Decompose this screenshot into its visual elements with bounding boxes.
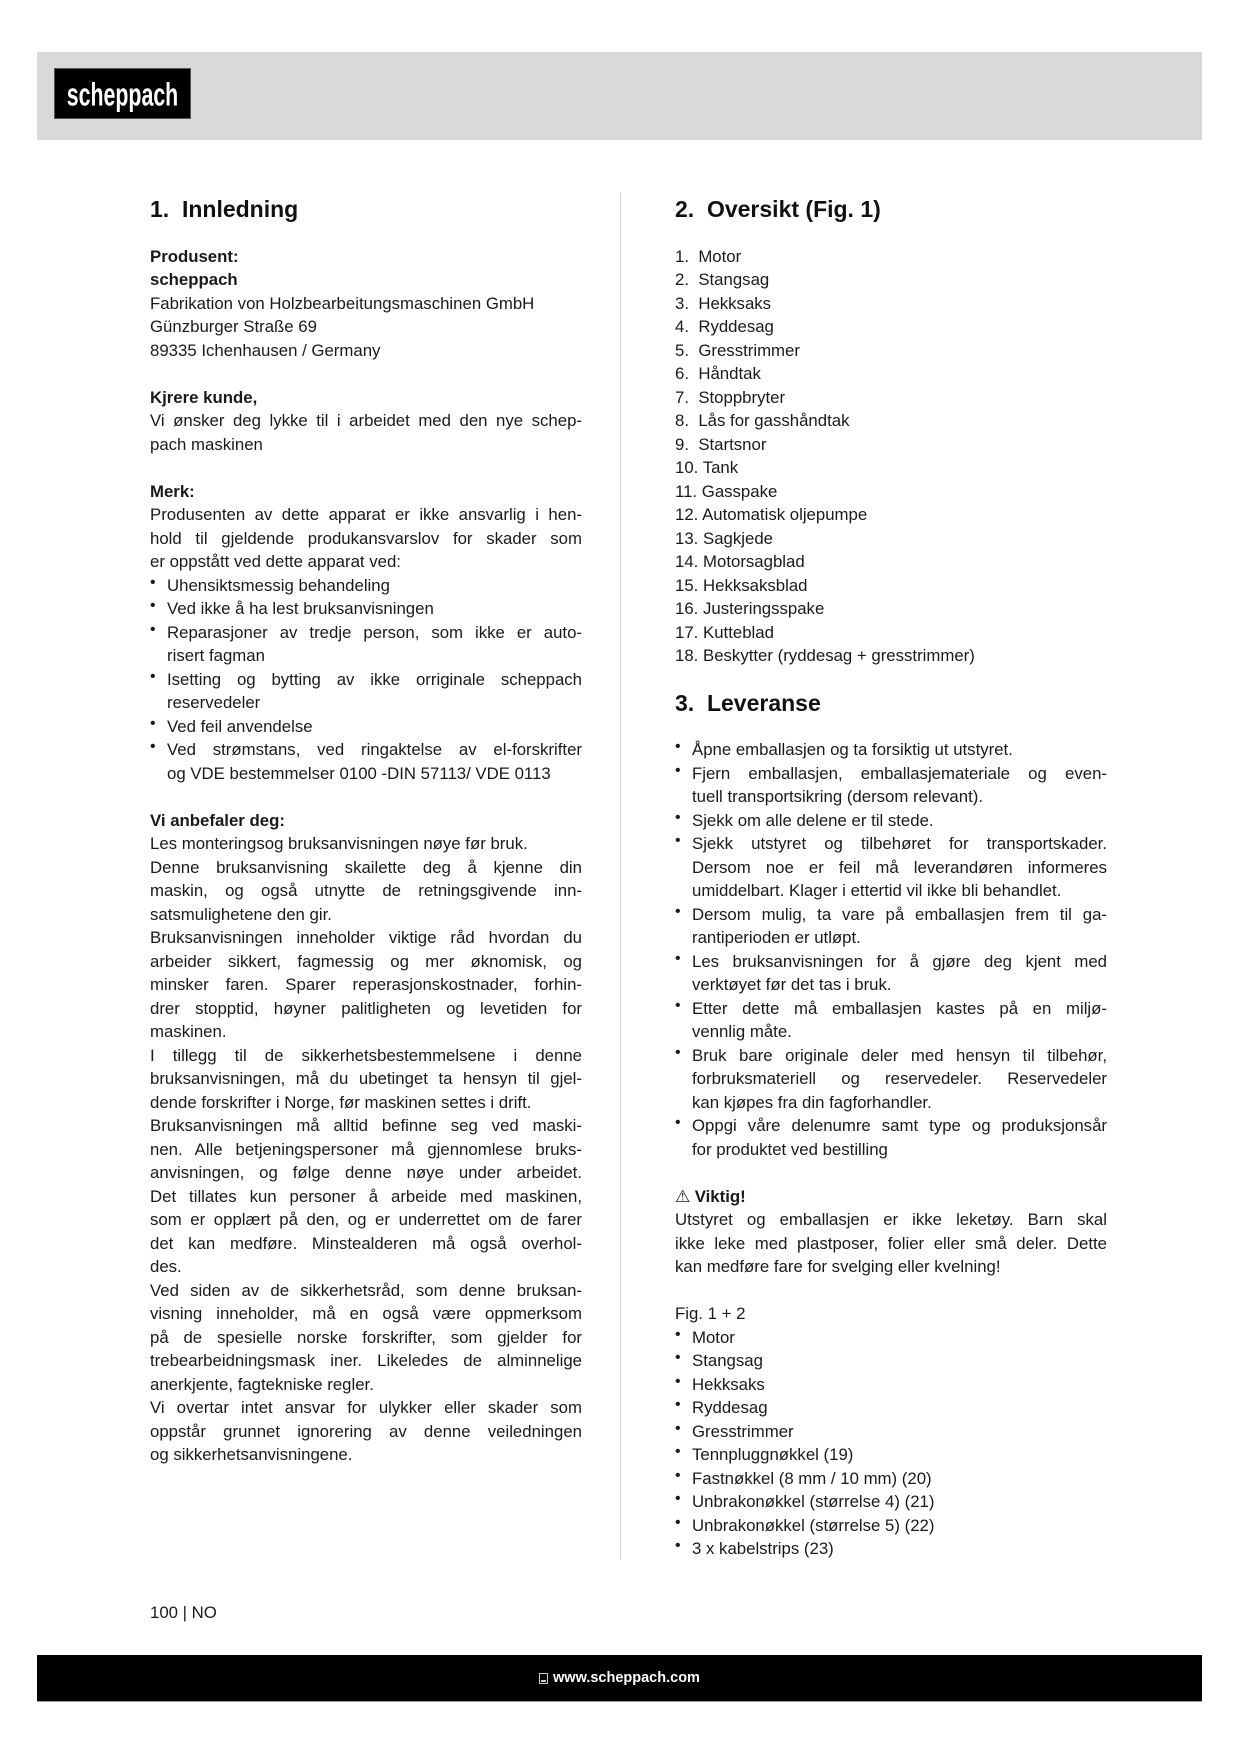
list-item-line: Reparasjoner av tredje person, som ikke er auto- bbox=[167, 622, 582, 642]
list-item-line: Motor bbox=[692, 1327, 735, 1347]
list-item-line: Stangsag bbox=[692, 1351, 763, 1370]
blank-line bbox=[150, 785, 582, 809]
list-item-line: Åpne emballasjen og ta forsiktig ut utstyret. bbox=[692, 740, 1013, 759]
text-line: Les monteringsog bruksanvisningen nøye før bruk. bbox=[150, 834, 528, 853]
bullet-icon: • bbox=[150, 667, 156, 685]
text-line: arbeider sikkert, fagmessig og mer øknomisk, og bbox=[150, 951, 582, 971]
bullet-icon: • bbox=[675, 996, 681, 1014]
list-item bbox=[675, 550, 1107, 574]
list-item-line: Gresstrimmer bbox=[692, 1421, 794, 1441]
scheppach-logo bbox=[54, 68, 191, 119]
list-item bbox=[675, 1396, 1107, 1420]
item-label: Hekksaksblad bbox=[703, 575, 808, 595]
bullet-icon: • bbox=[675, 1114, 681, 1131]
paragraph bbox=[150, 315, 582, 339]
bullet-icon: • bbox=[675, 1349, 681, 1366]
text-line: anerkjente, fagtekniske regler. bbox=[150, 1374, 374, 1394]
item-number: 8. bbox=[675, 411, 689, 430]
list-item bbox=[675, 245, 1107, 269]
bullet-icon: • bbox=[675, 1372, 681, 1390]
list-item-line: Uhensiktsmessig behandeling bbox=[167, 575, 390, 595]
item-label: Hekksaks bbox=[698, 293, 772, 313]
text-line: som er opplært på den, og er underrettet om de farer bbox=[150, 1210, 582, 1229]
section-heading: 1. Innledning bbox=[150, 196, 299, 222]
item-number: 7. bbox=[675, 387, 689, 407]
list-item-line: tuell transportsikring (dersom relevant). bbox=[692, 787, 983, 806]
text-line: Ved siden av de sikkerhetsråd, som denne bruksan- bbox=[150, 1280, 582, 1300]
list-item bbox=[675, 292, 1107, 316]
list-item bbox=[675, 574, 1107, 598]
list-item-line: reservedeler bbox=[167, 693, 261, 712]
list-item-line: Ryddesag bbox=[692, 1398, 768, 1417]
text-line: og sikkerhetsanvisningene. bbox=[150, 1445, 353, 1464]
text-line: oppstår grunnet ignorering av denne veiledningen bbox=[150, 1421, 582, 1441]
item-number: 2. bbox=[675, 270, 689, 289]
paragraph bbox=[150, 1279, 582, 1397]
right-column bbox=[675, 174, 1107, 1561]
text-line: maskinen. bbox=[150, 1022, 227, 1041]
text-line: Produsenten av dette apparat er ikke ansvarlig i hen- bbox=[150, 505, 582, 524]
list-item-line: Sjekk om alle delene er til stede. bbox=[692, 810, 934, 830]
text-line: ikke leke med plastposer, folier eller små deler. Dette bbox=[675, 1233, 1107, 1253]
paragraph bbox=[150, 339, 582, 363]
list-item bbox=[675, 1514, 1107, 1538]
text-line: Fabrikation von Holzbearbeitungsmaschinen GmbH bbox=[150, 293, 535, 313]
item-label: Sagkjede bbox=[703, 528, 773, 548]
text-line: hold til gjeldende produkansvarslov for skader som bbox=[150, 528, 582, 548]
list-item-line: og VDE bestemmelser 0100 -DIN 57113/ VDE 0113 bbox=[167, 763, 551, 783]
paragraph bbox=[150, 409, 582, 456]
item-label: Stoppbryter bbox=[698, 387, 786, 407]
list-item bbox=[675, 362, 1107, 386]
list-item-line: umiddelbart. Klager i ettertid vil ikke bli behandlet. bbox=[692, 881, 1062, 900]
list-item bbox=[675, 456, 1107, 480]
bullet-icon: • bbox=[675, 1490, 681, 1507]
list-item bbox=[675, 738, 1107, 762]
list-item-line: Dersom mulig, ta vare på emballasjen frem til ga- bbox=[692, 904, 1107, 924]
item-label: Lås for gasshåndtak bbox=[698, 411, 850, 430]
list-item bbox=[675, 503, 1107, 527]
paragraph bbox=[150, 832, 582, 856]
item-number: 16. bbox=[675, 599, 699, 618]
paragraph bbox=[150, 1396, 582, 1467]
subheading: Produsent: bbox=[150, 246, 239, 266]
text-line: Vi overtar intet ansvar for ulykker eller skader som bbox=[150, 1398, 582, 1417]
text-line: Fig. 1 + 2 bbox=[675, 1304, 746, 1323]
list-item-line: kan kjøpes fra din fagforhandler. bbox=[692, 1092, 932, 1112]
list-item bbox=[675, 1326, 1107, 1350]
bullet-icon: • bbox=[675, 808, 681, 826]
blank-line bbox=[150, 362, 582, 386]
text-line: drer stopptid, høyner palitligheten og levetiden for bbox=[150, 998, 582, 1018]
item-label: Justeringsspake bbox=[703, 599, 825, 618]
footer-band bbox=[37, 1655, 1202, 1702]
text-line: Bruksanvisningen inneholder viktige råd hvordan du bbox=[150, 928, 582, 947]
list-item-line: Isetting og bytting av ikke orriginale scheppach bbox=[167, 669, 582, 689]
list-item-line: vennlig måte. bbox=[692, 1022, 792, 1041]
bullet-icon: • bbox=[150, 597, 156, 614]
text-line: 89335 Ichenhausen / Germany bbox=[150, 340, 381, 360]
text-line: anvisningen, og følge denne nøye under arbeidet. bbox=[150, 1163, 582, 1182]
item-label: Motor bbox=[698, 246, 742, 266]
column-divider bbox=[620, 192, 621, 1560]
bullet-list bbox=[150, 574, 582, 786]
list-item bbox=[150, 574, 582, 598]
bullet-icon: • bbox=[675, 1466, 681, 1484]
bullet-icon: • bbox=[675, 832, 681, 849]
list-item-line: for produktet ved bestilling bbox=[692, 1139, 888, 1159]
blank-line bbox=[675, 1161, 1107, 1185]
list-item bbox=[675, 644, 1107, 668]
list-item bbox=[675, 597, 1107, 621]
paragraph bbox=[675, 1208, 1107, 1279]
list-item-line: Fastnøkkel (8 mm / 10 mm) (20) bbox=[692, 1468, 932, 1488]
list-item bbox=[675, 832, 1107, 903]
list-item bbox=[675, 268, 1107, 292]
list-item bbox=[150, 668, 582, 715]
list-item bbox=[675, 1349, 1107, 1373]
list-item-line: verktøyet før det tas i bruk. bbox=[692, 975, 892, 994]
text-line: Denne bruksanvisning skailette deg å kjenne din bbox=[150, 857, 582, 877]
text-line: satsmulighetene den gir. bbox=[150, 904, 332, 924]
item-number: 14. bbox=[675, 552, 699, 571]
bullet-icon: • bbox=[675, 738, 681, 755]
item-label: Automatisk oljepumpe bbox=[702, 505, 868, 524]
text-line: Günzburger Straße 69 bbox=[150, 317, 317, 336]
warning-label: Viktig! bbox=[694, 1186, 746, 1206]
bullet-icon: • bbox=[150, 714, 156, 732]
list-item bbox=[675, 903, 1107, 950]
item-number: 12. bbox=[675, 505, 699, 524]
bullet-icon: • bbox=[675, 1537, 681, 1554]
logo-graphic bbox=[55, 69, 190, 118]
item-number: 4. bbox=[675, 317, 689, 336]
item-label: Håndtak bbox=[698, 364, 761, 383]
text-line: trebearbeidningsmask iner. Likeledes de alminnelige bbox=[150, 1351, 582, 1370]
section-heading: 2. Oversikt (Fig. 1) bbox=[675, 196, 881, 222]
list-item-line: Tennpluggnøkkel (19) bbox=[692, 1445, 854, 1464]
bullet-list bbox=[675, 1326, 1107, 1561]
list-item bbox=[675, 1443, 1107, 1467]
text-line: på de spesielle norske forskrifter, som gjelder for bbox=[150, 1327, 582, 1347]
list-item-line: risert fagman bbox=[167, 646, 265, 665]
item-number: 6. bbox=[675, 364, 689, 383]
bullet-icon: • bbox=[675, 1043, 681, 1061]
paragraph bbox=[150, 292, 582, 316]
paragraph bbox=[150, 503, 582, 574]
warning-triangle-icon: ⚠ bbox=[675, 1186, 695, 1206]
page-number: 100 | NO bbox=[150, 1603, 217, 1622]
list-item-line: Ved feil anvendelse bbox=[167, 716, 313, 736]
list-item bbox=[150, 715, 582, 739]
list-item-line: Bruk bare originale deler med hensyn til tilbehør, bbox=[692, 1045, 1107, 1065]
item-number: 18. bbox=[675, 646, 699, 665]
list-item bbox=[675, 339, 1107, 363]
text-line: er oppstått ved dette apparat ved: bbox=[150, 552, 401, 571]
item-label: Ryddesag bbox=[698, 317, 774, 336]
list-item-line: Dersom noe er feil må leverandøren informeres bbox=[692, 857, 1107, 877]
list-item-line: rantiperioden er utløpt. bbox=[692, 928, 861, 947]
bullet-icon: • bbox=[150, 620, 156, 638]
list-item-line: Les bruksanvisningen for å gjøre deg kjent med bbox=[692, 951, 1107, 971]
bullet-icon: • bbox=[150, 738, 156, 755]
paragraph bbox=[150, 1114, 582, 1279]
text-line: pach maskinen bbox=[150, 434, 263, 454]
subheading: scheppach bbox=[150, 270, 238, 289]
list-item bbox=[675, 1044, 1107, 1115]
text-line: I tillegg til de sikkerhetsbestemmelsene i denne bbox=[150, 1045, 582, 1065]
bullet-icon: • bbox=[150, 573, 156, 591]
warning-heading bbox=[675, 1185, 1107, 1209]
list-item bbox=[675, 997, 1107, 1044]
subheading: Merk: bbox=[150, 481, 195, 501]
list-item bbox=[675, 315, 1107, 339]
list-item bbox=[675, 386, 1107, 410]
text-line: Bruksanvisningen må alltid befinne seg ved maski- bbox=[150, 1116, 582, 1135]
list-item bbox=[675, 621, 1107, 645]
subheading: Vi anbefaler deg: bbox=[150, 810, 285, 830]
item-number: 3. bbox=[675, 293, 689, 313]
blank-line bbox=[675, 1279, 1107, 1303]
bullet-list bbox=[675, 738, 1107, 1161]
bullet-icon: • bbox=[675, 902, 681, 920]
item-label: Startsnor bbox=[698, 434, 767, 454]
item-label: Gresstrimmer bbox=[698, 340, 800, 360]
paragraph bbox=[150, 926, 582, 1044]
list-item-line: 3 x kabelstrips (23) bbox=[692, 1539, 834, 1558]
list-item-line: Fjern emballasjen, emballasjemateriale og even- bbox=[692, 763, 1107, 783]
text-line: Utstyret og emballasjen er ikke leketøy. Barn skal bbox=[675, 1210, 1107, 1229]
list-item bbox=[150, 621, 582, 668]
numbered-list bbox=[675, 245, 1107, 668]
list-item bbox=[675, 809, 1107, 833]
list-item bbox=[675, 950, 1107, 997]
list-item-line: Ved strømstans, ved ringaktelse av el-forskrifter bbox=[167, 740, 582, 759]
bullet-icon: • bbox=[675, 761, 681, 779]
list-item-line: Sjekk utstyret og tilbehøret for transportskader. bbox=[692, 834, 1107, 853]
item-label: Stangsag bbox=[698, 270, 770, 289]
text-line: bruksanvisningen, må du ubetinget ta hensyn til gjel- bbox=[150, 1069, 582, 1088]
list-item bbox=[675, 762, 1107, 809]
paragraph bbox=[675, 1302, 1107, 1326]
paragraph bbox=[150, 1044, 582, 1115]
list-item bbox=[675, 1373, 1107, 1397]
text-line: Det tillates kun personer å arbeide med maskinen, bbox=[150, 1186, 582, 1206]
subheading: Kjrere kunde, bbox=[150, 387, 258, 407]
text-line: minsker faren. Sparer reperasjonskostnader, forhin- bbox=[150, 975, 582, 994]
item-label: Kutteblad bbox=[703, 622, 774, 642]
item-number: 13. bbox=[675, 528, 699, 548]
item-number: 5. bbox=[675, 340, 689, 360]
list-item bbox=[675, 480, 1107, 504]
list-item-line: Unbrakonøkkel (størrelse 5) (22) bbox=[692, 1515, 935, 1535]
computer-icon bbox=[539, 1673, 548, 1684]
bullet-icon: • bbox=[675, 1325, 681, 1343]
text-line: nen. Alle betjeningspersoner må gjennomlese bruks- bbox=[150, 1139, 582, 1159]
list-item-line: Oppgi våre delenumre samt type og produksjonsår bbox=[692, 1116, 1107, 1135]
text-line: det kan medføre. Minstealderen må også overhol- bbox=[150, 1233, 582, 1253]
text-line: maskin, og også utnytte de retningsgivende inn- bbox=[150, 881, 582, 900]
item-number: 10. bbox=[675, 458, 699, 477]
text-line: Vi ønsker deg lykke til i arbeidet med den nye schep- bbox=[150, 411, 582, 430]
list-item bbox=[675, 409, 1107, 433]
list-item bbox=[675, 1490, 1107, 1514]
bullet-icon: • bbox=[675, 1513, 681, 1531]
bullet-icon: • bbox=[675, 1443, 681, 1460]
list-item bbox=[675, 1114, 1107, 1161]
list-item-line: forbruksmateriell og reservedeler. Reservedeler bbox=[692, 1069, 1107, 1088]
website-text: www.scheppach.com bbox=[553, 1670, 700, 1686]
text-line: dende forskrifter i Norge, før maskinen settes i drift. bbox=[150, 1092, 532, 1112]
list-item bbox=[150, 738, 582, 785]
paragraph bbox=[150, 856, 582, 927]
item-number: 9. bbox=[675, 434, 689, 454]
list-item bbox=[675, 433, 1107, 457]
text-line: visning inneholder, må en også være oppmerksom bbox=[150, 1304, 582, 1323]
item-number: 1. bbox=[675, 246, 689, 266]
list-item bbox=[150, 597, 582, 621]
header-band bbox=[37, 52, 1202, 140]
bullet-icon: • bbox=[675, 1419, 681, 1437]
text-line: kan medføre fare for svelging eller kvelning! bbox=[675, 1257, 1001, 1276]
item-label: Gasspake bbox=[701, 481, 778, 501]
bullet-icon: • bbox=[675, 1396, 681, 1413]
list-item-line: Etter dette må emballasjen kastes på en miljø- bbox=[692, 998, 1107, 1018]
list-item bbox=[675, 527, 1107, 551]
list-item-line: Unbrakonøkkel (størrelse 4) (21) bbox=[692, 1492, 935, 1511]
text-line: des. bbox=[150, 1257, 182, 1276]
website-link[interactable] bbox=[37, 1655, 1202, 1701]
bullet-icon: • bbox=[675, 949, 681, 967]
left-column bbox=[150, 174, 582, 1467]
section-heading: 3. Leveranse bbox=[675, 689, 821, 716]
list-item bbox=[675, 1537, 1107, 1561]
logo-text: scheppach bbox=[66, 75, 179, 113]
item-label: Motorsagblad bbox=[703, 552, 805, 571]
item-label: Tank bbox=[702, 458, 739, 477]
item-label: Beskytter (ryddesag + gresstrimmer) bbox=[703, 646, 975, 665]
list-item-line: Hekksaks bbox=[692, 1374, 765, 1394]
item-number: 17. bbox=[675, 622, 699, 642]
item-number: 15. bbox=[675, 575, 699, 595]
list-item bbox=[675, 1420, 1107, 1444]
list-item bbox=[675, 1467, 1107, 1491]
item-number: 11. bbox=[675, 481, 698, 501]
list-item-line: Ved ikke å ha lest bruksanvisningen bbox=[167, 599, 434, 618]
blank-line bbox=[150, 456, 582, 480]
